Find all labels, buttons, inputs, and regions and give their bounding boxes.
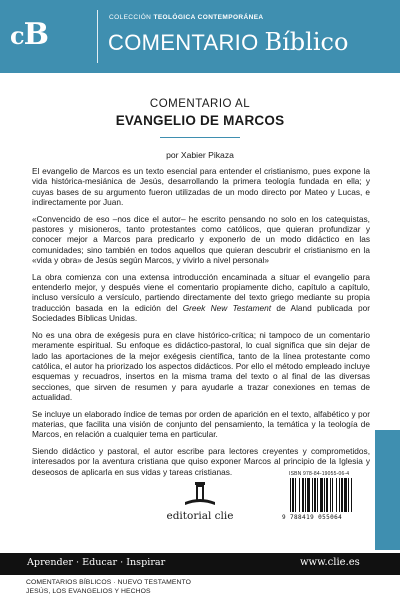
isbn-text: ISBN 978-84-19055-06-4: [289, 471, 350, 477]
paragraph: Se incluye un elaborado índice de temas por orden de aparición en el texto, alfabético y por materias, que facilita una visión de conjunto del pensamiento, la temática y la teología de Marcos, en relación a cualquier tema en particular.: [32, 408, 370, 440]
title-rule: [160, 137, 240, 138]
series-info-line-1: COMENTARIOS BÍBLICOS · NUEVO TESTAMENTO: [26, 579, 192, 586]
header-band: [0, 0, 400, 73]
barcode-number: 9 788419 055064: [282, 514, 343, 521]
publisher-logo-icon: [183, 480, 217, 508]
back-cover-text: [32, 166, 370, 483]
paragraph: La obra comienza con una extensa introducción encaminada a situar el evangelio para entenderlo mejor, y después viene el comentario propiamente dicho, capítulo a capítulo, incluso versículo a versículo, partiendo directamente del texto griego mediante su propia traducción basada en la edición del Greek New Testament de Aland publicada por Sociedades Bíblicas Unidas.: [32, 271, 370, 324]
author-line: por Xabier Pikaza: [166, 150, 234, 160]
publisher-name: editorial clie: [166, 510, 234, 522]
collection-label: COLECCIÓN TEOLÓGICA CONTEMPORÁNEA: [109, 14, 264, 21]
series-info-line-2: JESÚS, LOS EVANGELIOS Y HECHOS: [26, 588, 151, 595]
paragraph: «Convencido de eso –nos dice el autor– he escrito pensando no solo en los catequistas, pastores y misioneros, tanto protestantes como católicos, que quieran profundizar y conocer mejor a Marcos para predicarlo y exponerlo de un modo didáctico en las comunidades; sino también en todos aquellos que quieran descubrir el cristianismo en la «vida y obra» de Jesús según Marcos, y vivirlo a nivel personal»: [32, 213, 370, 266]
series-title: COMENTARIO Bíblico: [108, 28, 349, 56]
book-title: EVANGELIO DE MARCOS: [115, 113, 285, 128]
barcode-icon: [290, 478, 372, 512]
paragraph: No es una obra de exégesis pura en clave histórico-crítica; ni tampoco de un comentario meramente espiritual. Su enfoque es didáctico-pastoral, lo cual significa que sin dejar de lado las aportaciones de la mejor exégesis científica, tanto de la línea protestante como católica, el autor ha priorizado los aspectos didácticos. Por ello el método empleado incluye esquemas y recuadros, insertos en la misma trama del texto o al final de las diversas secciones, que sirven de resumen y para ayudarle a trazar conexiones en temas de actualidad.: [32, 329, 370, 403]
title-line-1: COMENTARIO AL: [149, 98, 251, 110]
publisher-slogan: Aprender · Educar · Inspirar: [27, 557, 166, 568]
header-divider: [97, 10, 98, 63]
paragraph: El evangelio de Marcos es un texto esencial para entender el cristianismo, pues expone la vida histórica-mesiánica de Jesús, desarrollando la primera teología fundada en ella; y cuyas bases de su argumento fueron utilizadas de un modo directo por Mateo y Lucas, e indirectamente por Juan.: [32, 166, 370, 208]
paragraph: Siendo didáctico y pastoral, el autor escribe para lectores creyentes y comprometidos, interesados por la aventura cristiana que quiso exponer Marcos al principio de la Iglesia y deseosos de aplicarla en sus vidas y tareas cristianas.: [32, 445, 370, 477]
publisher-website: www.clie.es: [300, 557, 360, 568]
accent-strip: [375, 430, 400, 550]
collection-logo: cB: [10, 17, 48, 52]
